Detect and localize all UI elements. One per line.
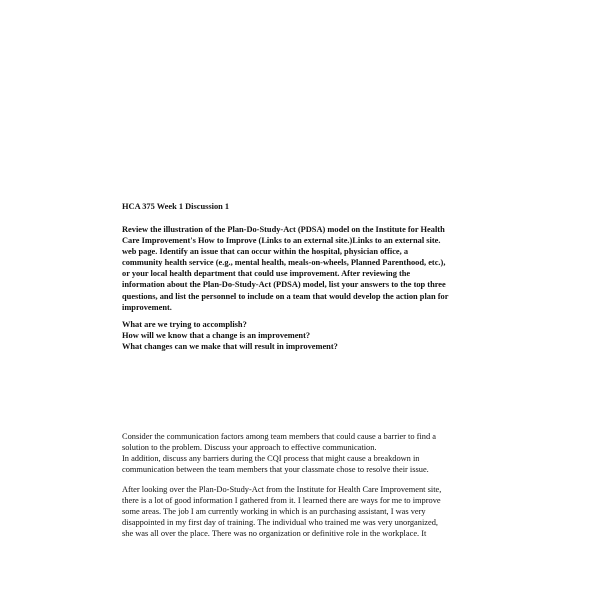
response-line: After looking over the Plan-Do-Study-Act from the Institute for Health Care Improvement site, — [122, 485, 442, 494]
consider-line: solution to the problem. Discuss your approach to effective communication. — [122, 443, 377, 453]
consider-line: communication between the team members that your classmate chose to resolve their issue. — [122, 465, 429, 475]
title-text: HCA 375 Week 1 Discussion 1 — [122, 202, 230, 211]
question-line: What are we trying to accomplish? — [122, 320, 247, 329]
prompt-line: information about the Plan-Do-Study-Act (PDSA) model, list your answers to the top three — [122, 280, 446, 290]
prompt-line: Care Improvement's How to Improve (Links to an external site.)Links to an external site. — [122, 236, 441, 246]
prompt-line: or your local health department that could use improvement. After reviewing the — [122, 269, 411, 279]
document-title — [122, 201, 492, 212]
prompt-line: web page. Identify an issue that can occur within the hospital, physician office, a — [122, 247, 409, 257]
communication-prompt — [122, 431, 492, 475]
response-line: she was all over the place. There was no organization or definitive role in the workplace. It — [122, 529, 427, 539]
discussion-prompt — [122, 224, 492, 313]
question-line: How will we know that a change is an improvement? — [122, 331, 311, 341]
pdsa-questions — [122, 319, 492, 352]
consider-line: In addition, discuss any barriers during the CQI process that might cause a breakdown in — [122, 454, 420, 464]
prompt-line: community health service (e.g., mental health, meals-on-wheels, Planned Parenthood, etc.), — [122, 258, 446, 268]
response-line: there is a lot of good information I gathered from it. I learned there are ways for me to improve — [122, 496, 441, 506]
response-paragraph — [122, 484, 492, 539]
question-line: What changes can we make that will result in improvement? — [122, 342, 338, 352]
prompt-line: Review the illustration of the Plan-Do-Study-Act (PDSA) model on the Institute for Health — [122, 225, 445, 234]
prompt-line: improvement. — [122, 302, 172, 312]
response-line: some areas. The job I am currently working in which is an purchasing assistant, I was very — [122, 507, 426, 517]
response-line: disappointed in my first day of training. The individual who trained me was very unorganized, — [122, 518, 439, 528]
prompt-line: questions, and list the personnel to include on a team that would develop the action plan for — [122, 291, 449, 301]
consider-line: Consider the communication factors among team members that could cause a barrier to find a — [122, 432, 436, 441]
